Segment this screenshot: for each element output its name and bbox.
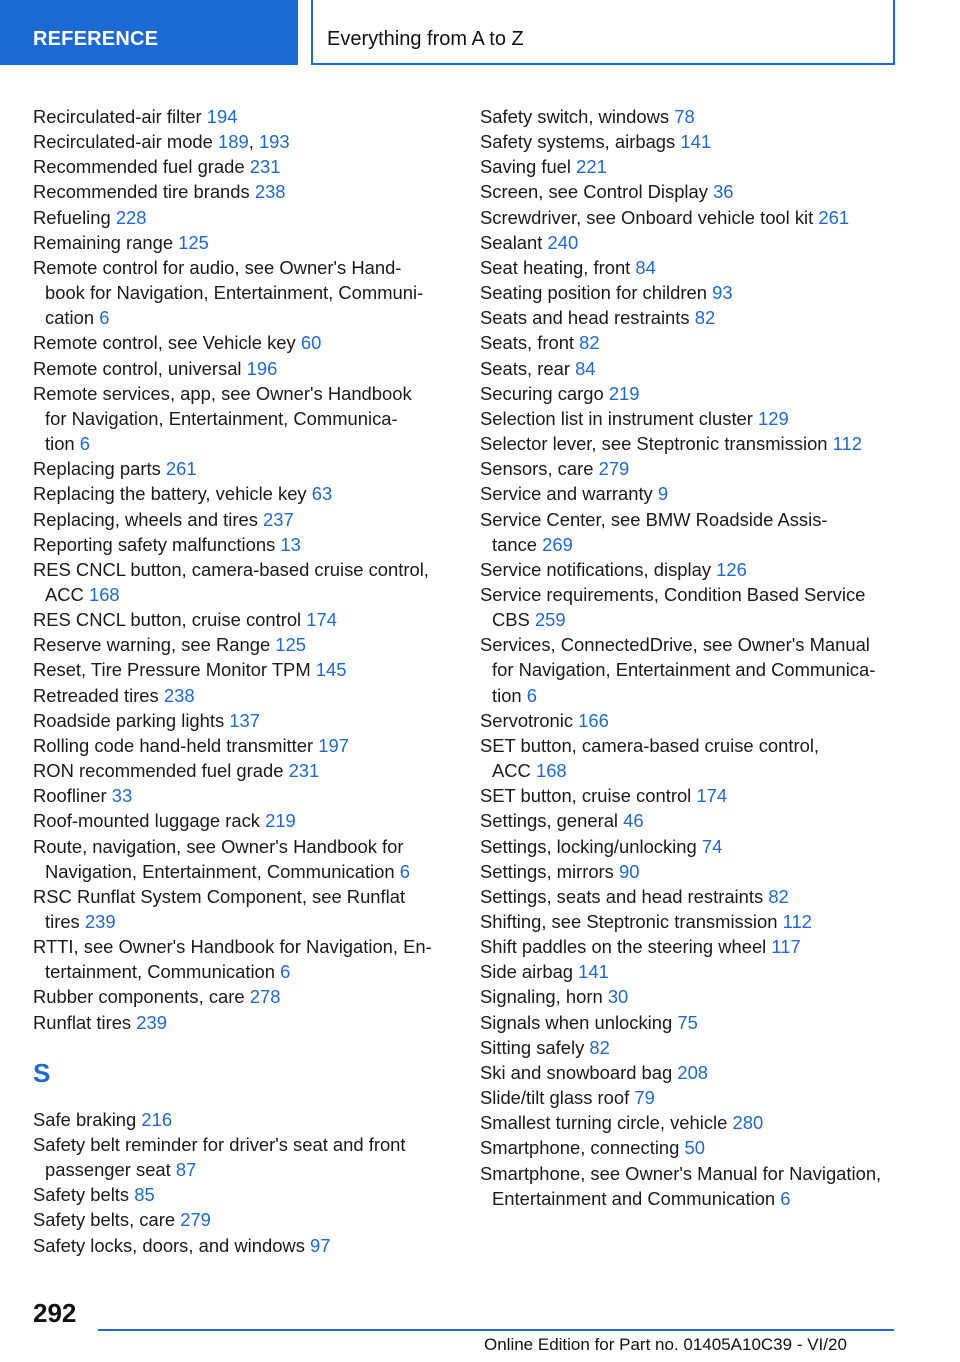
entry-text: Securing cargo	[480, 382, 604, 404]
page-link[interactable]: 197	[318, 734, 349, 756]
page-link[interactable]: 75	[677, 1011, 698, 1033]
page-link[interactable]: 93	[712, 282, 733, 304]
entry-text: cation	[45, 307, 95, 329]
page-link[interactable]: 278	[249, 986, 281, 1008]
index-entry	[33, 507, 453, 532]
index-column-left	[33, 104, 453, 1258]
index-entry	[33, 179, 453, 204]
index-entry	[33, 758, 453, 783]
entry-text: Refueling	[33, 206, 111, 228]
index-entry	[33, 557, 453, 607]
entry-text: Remaining range	[33, 231, 174, 253]
index-entry	[480, 582, 900, 632]
index-entry	[480, 255, 900, 280]
entry-text: Retreaded tires	[33, 684, 159, 706]
entry-text: tance	[492, 533, 537, 555]
entry-text: Replacing parts	[33, 458, 161, 480]
page-link[interactable]: 196	[246, 357, 278, 379]
entry-text: Servotronic	[480, 709, 574, 731]
entry-text: Recommended fuel grade	[33, 156, 245, 178]
index-entry	[33, 381, 453, 456]
entry-text: Selection list in instrument cluster	[480, 407, 753, 429]
page-link[interactable]: 6	[79, 433, 91, 455]
entry-text: tires	[45, 911, 80, 932]
entry-text: Seats, front	[480, 332, 575, 354]
index-entry	[480, 1161, 900, 1211]
page-link[interactable]: 33	[111, 785, 133, 807]
index-entry	[480, 406, 900, 431]
index-entry	[33, 205, 453, 230]
entry-text: Signaling, horn	[480, 986, 603, 1008]
entry-text: Service requirements, Condition Based Service	[480, 583, 866, 605]
entry-text: for Navigation, Entertainment and Communica-	[492, 659, 876, 681]
page-link[interactable]: 125	[178, 231, 209, 253]
edition-note: Online Edition for Part no. 01405A10C39 - VI/20	[484, 1335, 847, 1354]
entry-text: RES CNCL button, camera-based cruise control,	[33, 558, 429, 580]
index-entry	[480, 305, 900, 330]
index-entry	[33, 154, 453, 179]
index-entry	[33, 607, 453, 632]
entry-text: Smallest turning circle, vehicle	[480, 1112, 728, 1134]
page-link[interactable]: 259	[534, 609, 566, 631]
entry-text: Shifting, see Steptronic transmission	[480, 911, 778, 932]
index-entry	[480, 456, 900, 481]
entry-text: Service and warranty	[480, 483, 653, 505]
page-link[interactable]: 269	[542, 533, 573, 555]
index-entry	[480, 179, 900, 204]
page-link[interactable]: 85	[134, 1184, 155, 1206]
entry-text: Reserve warning, see Range	[33, 634, 271, 656]
index-entry	[33, 708, 453, 733]
entry-text: Safety systems, airbags	[480, 131, 676, 153]
index-list-r	[33, 104, 453, 1035]
index-entry	[480, 381, 900, 406]
page-link[interactable]: 166	[578, 709, 609, 731]
index-entry	[480, 154, 900, 179]
index-entry	[480, 431, 900, 456]
index-entry	[33, 1233, 453, 1258]
page-link[interactable]: 168	[88, 583, 120, 605]
entry-text: RON recommended fuel grade	[33, 760, 284, 782]
page-link[interactable]: 84	[575, 357, 596, 379]
entry-text: Shift paddles on the steering wheel	[480, 936, 767, 958]
page-link[interactable]: 219	[608, 382, 640, 404]
entry-text: tion	[492, 684, 522, 706]
page-link[interactable]: 82	[768, 885, 789, 907]
entry-text: Safe braking	[33, 1108, 137, 1130]
entry-text: Settings, general	[480, 810, 619, 832]
index-entry	[33, 1182, 453, 1207]
index-entry	[33, 683, 453, 708]
page-link[interactable]: 239	[84, 911, 116, 932]
index-entry	[33, 1107, 453, 1132]
index-entry	[33, 532, 453, 557]
entry-text: RTTI, see Owner's Handbook for Navigation, En-	[33, 936, 432, 958]
page-link[interactable]: 168	[535, 760, 567, 782]
index-entry	[480, 507, 900, 557]
page-link[interactable]: 145	[315, 659, 347, 681]
page-link[interactable]: 82	[694, 307, 716, 329]
entry-text: book for Navigation, Entertainment, Communi-	[45, 282, 424, 304]
index-entry	[33, 456, 453, 481]
page-link[interactable]: 82	[579, 332, 600, 354]
index-entry	[33, 1132, 453, 1182]
page-link[interactable]: 117	[771, 936, 801, 958]
index-entry	[480, 557, 900, 582]
entry-text: Rolling code hand-held transmitter	[33, 734, 314, 756]
page-link[interactable]: 125	[275, 634, 306, 656]
page-link[interactable]: 194	[206, 106, 238, 127]
entry-text: Seat heating, front	[480, 256, 631, 278]
page-link[interactable]: 228	[115, 206, 147, 228]
index-entry	[480, 708, 900, 733]
index-entry	[480, 481, 900, 506]
index-entry	[480, 1060, 900, 1085]
page-link[interactable]: 50	[684, 1137, 705, 1159]
page-link[interactable]: 279	[598, 458, 630, 480]
entry-text: Settings, seats and head restraints	[480, 885, 764, 907]
entry-text: Screen, see Control Display	[480, 181, 708, 203]
entry-text: RES CNCL button, cruise control	[33, 609, 302, 631]
entry-text: RSC Runflat System Component, see Runflat	[33, 885, 406, 907]
page-number: 292	[33, 1298, 77, 1328]
entry-text: Selector lever, see Steptronic transmission	[480, 433, 828, 455]
entry-text: Safety belts	[33, 1184, 130, 1206]
index-entry	[480, 1085, 900, 1110]
index-entry	[480, 984, 900, 1009]
entry-text: Seating position for children	[480, 282, 707, 304]
page-link[interactable]: 231	[288, 760, 320, 782]
page-link[interactable]: 6	[399, 860, 410, 882]
page-link[interactable]: 60	[300, 332, 322, 354]
index-entry	[33, 934, 453, 984]
page-link[interactable]: 6	[280, 961, 291, 983]
page-link[interactable]: 193	[258, 131, 290, 153]
page-link[interactable]: 240	[547, 231, 579, 253]
entry-text: Remote control, universal	[33, 357, 242, 379]
entry-text: Side airbag	[480, 961, 574, 983]
entry-text: Safety locks, doors, and windows	[33, 1234, 305, 1256]
entry-text: Recirculated-air mode	[33, 131, 213, 153]
entry-text: Safety belt reminder for driver's seat and front	[33, 1133, 406, 1155]
page-link[interactable]: 174	[696, 785, 728, 807]
entry-text: Ski and snowboard bag	[480, 1061, 673, 1083]
entry-text: Seats, rear	[480, 357, 570, 379]
chapter-title: Everything from A to Z	[311, 0, 895, 65]
entry-text: Replacing the battery, vehicle key	[33, 483, 307, 505]
entry-text: Roofliner	[33, 785, 107, 807]
index-entry	[480, 104, 900, 129]
page-link[interactable]: 261	[165, 458, 197, 480]
page-link[interactable]: 231	[249, 156, 281, 178]
index-entry	[480, 632, 900, 707]
index-entry	[33, 884, 453, 934]
entry-text: tion	[45, 433, 75, 455]
page-link[interactable]: 112	[832, 433, 862, 455]
entry-text: SET button, cruise control	[480, 785, 692, 807]
page-link[interactable]: 137	[229, 709, 260, 731]
page-link[interactable]: 6	[99, 307, 110, 329]
entry-text: Sensors, care	[480, 458, 594, 480]
page-link[interactable]: 36	[713, 181, 734, 203]
entry-text: Service Center, see BMW Roadside Assis-	[480, 508, 828, 530]
entry-text: Route, navigation, see Owner's Handbook for	[33, 835, 404, 857]
entry-text: ACC	[492, 760, 531, 782]
page-link[interactable]: 141	[680, 131, 712, 153]
entry-text: Services, ConnectedDrive, see Owner's Manual	[480, 634, 870, 656]
entry-text: for Navigation, Entertainment, Communica-	[45, 407, 398, 429]
entry-text: Settings, locking/unlocking	[480, 835, 697, 857]
entry-text: Signals when unlocking	[480, 1011, 673, 1033]
index-entry	[480, 1110, 900, 1135]
entry-text: Reporting safety malfunctions	[33, 533, 276, 555]
page-link[interactable]: 13	[280, 533, 301, 555]
entry-text: Navigation, Entertainment, Communication	[45, 860, 395, 882]
index-entry	[33, 255, 453, 330]
index-list-s-left	[33, 1107, 453, 1258]
entry-text: Entertainment and Communication	[492, 1187, 776, 1209]
entry-text: Rubber components, care	[33, 986, 245, 1008]
page-link[interactable]: 129	[758, 407, 789, 429]
index-entry	[480, 884, 900, 909]
entry-text: Recirculated-air filter	[33, 106, 202, 127]
entry-text: Settings, mirrors	[480, 860, 614, 882]
page-link[interactable]: 238	[254, 181, 286, 203]
page-link[interactable]: 74	[701, 835, 723, 857]
index-entry	[33, 356, 453, 381]
index-entry	[480, 280, 900, 305]
index-entry	[33, 783, 453, 808]
entry-text: ACC	[45, 583, 84, 605]
page-link[interactable]: 221	[576, 156, 607, 178]
page-link[interactable]: 9	[657, 483, 669, 505]
index-entry	[480, 129, 900, 154]
index-entry	[480, 733, 900, 783]
entry-text: Saving fuel	[480, 156, 571, 178]
section-letter-s: S	[33, 1057, 51, 1088]
entry-text: Recommended tire brands	[33, 181, 250, 203]
page-link[interactable]: 219	[265, 810, 296, 832]
page-link[interactable]: 6	[780, 1187, 791, 1209]
index-entry	[33, 330, 453, 355]
entry-text: Screwdriver, see Onboard vehicle tool kit	[480, 206, 814, 228]
index-entry	[480, 330, 900, 355]
index-column-right	[480, 104, 900, 1211]
index-entry	[480, 356, 900, 381]
page-link[interactable]: 6	[526, 684, 538, 706]
index-entry	[33, 733, 453, 758]
index-list-s-right	[480, 104, 900, 1211]
entry-text: Sitting safely	[480, 1036, 585, 1058]
page-link[interactable]: 238	[163, 684, 195, 706]
entry-text: CBS	[492, 609, 530, 631]
entry-text: tertainment, Communication	[45, 961, 275, 983]
entry-text: Remote services, app, see Owner's Handbook	[33, 382, 412, 404]
page-link[interactable]: 216	[141, 1108, 173, 1130]
index-entry	[33, 104, 453, 129]
index-entry: Recirculated-air mode 189, 193	[33, 131, 290, 153]
page-link[interactable]: 46	[623, 810, 644, 832]
page-link[interactable]: 87	[175, 1159, 197, 1181]
index-entry	[480, 808, 900, 833]
page-link[interactable]: 112	[782, 911, 812, 932]
entry-text: Roadside parking lights	[33, 709, 225, 731]
page-link[interactable]: 174	[306, 609, 337, 631]
index-entry	[480, 1035, 900, 1060]
entry-text: Safety belts, care	[33, 1209, 176, 1231]
index-entry	[480, 859, 900, 884]
entry-text: Replacing, wheels and tires	[33, 508, 258, 530]
index-entry	[480, 959, 900, 984]
page-link[interactable]: 78	[674, 106, 695, 127]
index-entry	[33, 230, 453, 255]
entry-text: Reset, Tire Pressure Monitor TPM	[33, 659, 311, 681]
entry-text: Seats and head restraints	[480, 307, 690, 329]
entry-text: Smartphone, see Owner's Manual for Navigation,	[480, 1162, 882, 1184]
index-entry	[480, 934, 900, 959]
entry-text: Service notifications, display	[480, 558, 712, 580]
index-entry	[480, 783, 900, 808]
index-entry	[480, 230, 900, 255]
page-link[interactable]: 90	[619, 860, 640, 882]
index-entry	[480, 834, 900, 859]
index-entry	[33, 808, 453, 833]
index-entry	[33, 632, 453, 657]
index-entry	[33, 481, 453, 506]
index-entry	[480, 205, 900, 230]
entry-text: Remote control for audio, see Owner's Hand-	[33, 256, 402, 278]
page-link[interactable]: 280	[732, 1112, 764, 1134]
index-entry	[480, 909, 900, 934]
page-link[interactable]: 79	[634, 1087, 655, 1109]
page-link[interactable]: 84	[635, 256, 656, 278]
page-link[interactable]: 237	[263, 508, 294, 530]
footer-divider	[98, 1329, 894, 1331]
page-link[interactable]: 30	[607, 986, 629, 1008]
entry-text: Smartphone, connecting	[480, 1137, 680, 1159]
index-entry	[480, 1010, 900, 1035]
index-entry	[33, 657, 453, 682]
page-link[interactable]: 239	[136, 1011, 167, 1033]
page-link[interactable]: 279	[180, 1209, 211, 1231]
index-entry	[480, 1135, 900, 1160]
entry-text: Safety switch, windows	[480, 106, 670, 127]
index-entry	[33, 1010, 453, 1035]
index-entry	[33, 834, 453, 884]
page-link[interactable]: 82	[589, 1036, 610, 1058]
section-tab-reference: REFERENCE	[0, 0, 298, 65]
page-link[interactable]: 141	[578, 961, 609, 983]
index-entry	[33, 1207, 453, 1232]
page-link[interactable]: 261	[818, 206, 850, 228]
entry-text: Runflat tires	[33, 1011, 132, 1033]
page-link[interactable]: 97	[310, 1234, 331, 1256]
page-link[interactable]: 63	[311, 483, 333, 505]
entry-text: Remote control, see Vehicle key	[33, 332, 296, 354]
entry-text: passenger seat	[45, 1159, 171, 1181]
page-link[interactable]: 126	[716, 558, 747, 580]
page-link[interactable]: 189	[218, 131, 249, 153]
entry-text: Roof-mounted luggage rack	[33, 810, 260, 832]
index-entry	[33, 984, 453, 1009]
entry-text: Sealant	[480, 231, 543, 253]
entry-text: Slide/tilt glass roof	[480, 1087, 630, 1109]
entry-text: SET button, camera-based cruise control,	[480, 734, 820, 756]
page-link[interactable]: 208	[677, 1061, 709, 1083]
